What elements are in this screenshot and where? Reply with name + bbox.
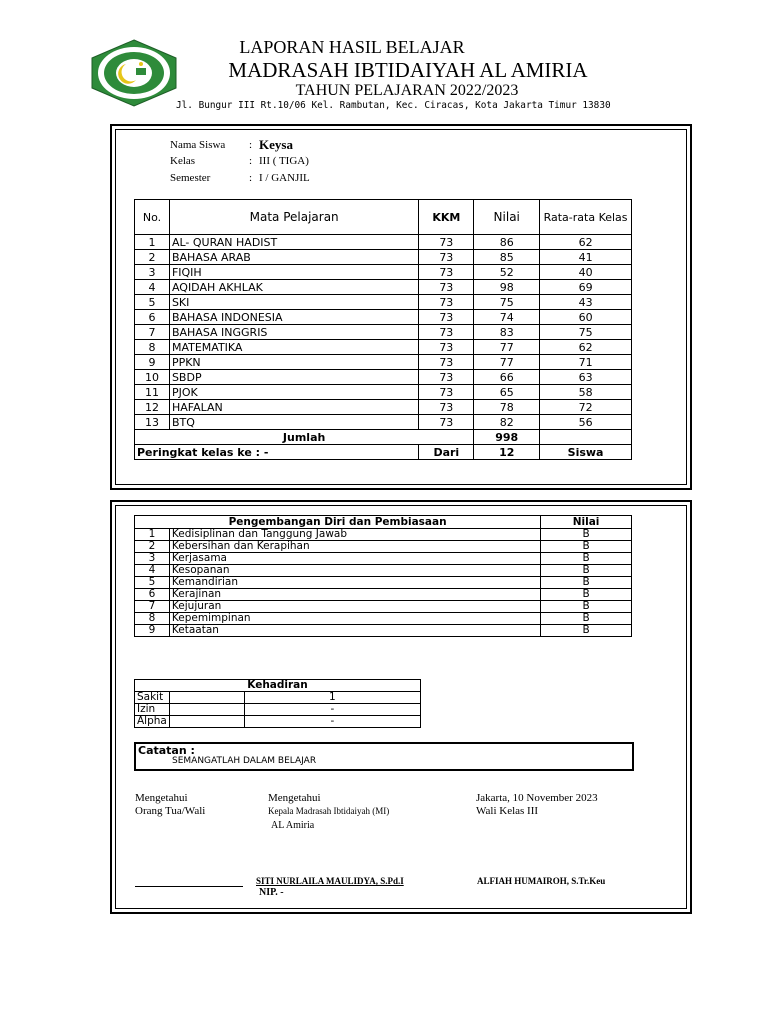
score-value: 85 bbox=[474, 250, 540, 265]
header-class-average: Rata-rata Kelas bbox=[540, 200, 632, 235]
class-average-value: 56 bbox=[540, 415, 632, 430]
subject-name: BAHASA INDONESIA bbox=[169, 310, 418, 325]
row-number: 9 bbox=[135, 625, 170, 637]
subject-name: BTQ bbox=[169, 415, 418, 430]
development-item: Ketaatan bbox=[169, 625, 540, 637]
table-row bbox=[135, 565, 632, 577]
score-value: 74 bbox=[474, 310, 540, 325]
notes-box bbox=[134, 742, 634, 771]
development-value-header: Nilai bbox=[541, 516, 632, 529]
grades-table bbox=[134, 199, 632, 460]
rank-label: Peringkat kelas ke : - bbox=[135, 445, 419, 460]
student-name-label: Nama Siswa bbox=[170, 139, 226, 151]
attendance-value: - bbox=[244, 704, 420, 716]
attendance-label: Izin bbox=[135, 704, 170, 716]
development-value: B bbox=[541, 565, 632, 577]
table-row bbox=[135, 589, 632, 601]
header-no: No. bbox=[135, 200, 170, 235]
class-average-value: 40 bbox=[540, 265, 632, 280]
table-row bbox=[135, 692, 421, 704]
table-row bbox=[135, 250, 632, 265]
kkm-value: 73 bbox=[419, 355, 474, 370]
row-number: 1 bbox=[135, 529, 170, 541]
academic-year: TAHUN PELAJARAN 2022/2023 bbox=[295, 82, 519, 99]
attendance-label: Alpha bbox=[135, 716, 170, 728]
rank-of: Dari bbox=[419, 445, 474, 460]
development-header: Pengembangan Diri dan Pembiasaan bbox=[135, 516, 541, 529]
score-value: 65 bbox=[474, 385, 540, 400]
kkm-value: 73 bbox=[419, 370, 474, 385]
table-row bbox=[135, 310, 632, 325]
head-nip: NIP. - bbox=[259, 887, 284, 898]
kkm-value: 73 bbox=[419, 235, 474, 250]
rank-count: 12 bbox=[474, 445, 540, 460]
development-item: Kerajinan bbox=[169, 589, 540, 601]
notes-label: Catatan : bbox=[138, 744, 195, 757]
attendance-label: Sakit bbox=[135, 692, 170, 704]
school-logo bbox=[88, 38, 180, 108]
attendance-header: Kehadiran bbox=[135, 680, 421, 692]
row-number: 4 bbox=[135, 565, 170, 577]
kkm-value: 73 bbox=[419, 415, 474, 430]
class-average-value: 72 bbox=[540, 400, 632, 415]
attendance-value: 1 bbox=[244, 692, 420, 704]
score-value: 83 bbox=[474, 325, 540, 340]
kkm-value: 73 bbox=[419, 310, 474, 325]
table-row bbox=[135, 577, 632, 589]
table-row bbox=[135, 704, 421, 716]
header-kkm: KKM bbox=[419, 200, 474, 235]
school-name: MADRASAH IBTIDAIYAH AL AMIRIA bbox=[228, 58, 588, 82]
row-number: 2 bbox=[135, 541, 170, 553]
row-number: 7 bbox=[135, 325, 170, 340]
development-item: Kedisiplinan dan Tanggung Jawab bbox=[169, 529, 540, 541]
subject-name: PPKN bbox=[169, 355, 418, 370]
table-row bbox=[135, 385, 632, 400]
colon: : bbox=[249, 172, 253, 184]
score-value: 98 bbox=[474, 280, 540, 295]
table-row bbox=[135, 265, 632, 280]
total-label: Jumlah bbox=[135, 430, 474, 445]
development-value: B bbox=[541, 625, 632, 637]
row-number: 8 bbox=[135, 613, 170, 625]
development-table bbox=[134, 515, 632, 637]
kkm-value: 73 bbox=[419, 400, 474, 415]
class-label: Kelas bbox=[170, 155, 196, 167]
table-row bbox=[135, 553, 632, 565]
attendance-spacer bbox=[169, 716, 244, 728]
development-value: B bbox=[541, 613, 632, 625]
class-average-value: 62 bbox=[540, 340, 632, 355]
class-average-value: 75 bbox=[540, 325, 632, 340]
row-number: 13 bbox=[135, 415, 170, 430]
school-address: Jl. Bungur III Rt.10/06 Kel. Rambutan, Kec. Ciracas, Kota Jakarta Timur 13830 bbox=[176, 100, 611, 111]
row-number: 2 bbox=[135, 250, 170, 265]
class-average-value: 43 bbox=[540, 295, 632, 310]
attendance-spacer bbox=[169, 704, 244, 716]
development-item: Kesopanan bbox=[169, 565, 540, 577]
teacher-label: Wali Kelas III bbox=[476, 805, 539, 817]
kkm-value: 73 bbox=[419, 295, 474, 310]
development-value: B bbox=[541, 577, 632, 589]
head-school: AL Amiria bbox=[271, 820, 315, 831]
parent-label: Orang Tua/Wali bbox=[135, 805, 206, 817]
attendance-value: - bbox=[244, 716, 420, 728]
head-title: Kepala Madrasah Ibtidaiyah (MI) bbox=[268, 806, 390, 816]
table-row bbox=[135, 613, 632, 625]
student-class: III ( TIGA) bbox=[259, 155, 309, 167]
subject-name: SBDP bbox=[169, 370, 418, 385]
row-number: 9 bbox=[135, 355, 170, 370]
row-number: 10 bbox=[135, 370, 170, 385]
kkm-value: 73 bbox=[419, 280, 474, 295]
parent-ack: Mengetahui bbox=[135, 792, 188, 804]
attendance-table bbox=[134, 679, 421, 728]
header-subject: Mata Pelajaran bbox=[169, 200, 418, 235]
subject-name: BAHASA ARAB bbox=[169, 250, 418, 265]
attendance-spacer bbox=[169, 692, 244, 704]
development-value: B bbox=[541, 529, 632, 541]
table-row bbox=[135, 295, 632, 310]
score-value: 77 bbox=[474, 355, 540, 370]
rank-unit: Siswa bbox=[540, 445, 632, 460]
class-average-value: 71 bbox=[540, 355, 632, 370]
semester-label: Semester bbox=[170, 172, 211, 184]
row-number: 6 bbox=[135, 310, 170, 325]
kkm-value: 73 bbox=[419, 250, 474, 265]
student-name: Keysa bbox=[259, 137, 293, 152]
colon: : bbox=[249, 155, 253, 167]
development-value: B bbox=[541, 601, 632, 613]
header-score: Nilai bbox=[474, 200, 540, 235]
subject-name: MATEMATIKA bbox=[169, 340, 418, 355]
kkm-value: 73 bbox=[419, 265, 474, 280]
colon: : bbox=[249, 139, 253, 151]
score-value: 82 bbox=[474, 415, 540, 430]
head-ack: Mengetahui bbox=[268, 792, 321, 804]
row-number: 11 bbox=[135, 385, 170, 400]
development-value: B bbox=[541, 589, 632, 601]
table-row bbox=[135, 400, 632, 415]
score-value: 78 bbox=[474, 400, 540, 415]
development-item: Kepemimpinan bbox=[169, 613, 540, 625]
parent-signature-line bbox=[135, 886, 243, 887]
row-number: 6 bbox=[135, 589, 170, 601]
row-number: 8 bbox=[135, 340, 170, 355]
class-average-value: 58 bbox=[540, 385, 632, 400]
class-average-value: 62 bbox=[540, 235, 632, 250]
row-number: 7 bbox=[135, 601, 170, 613]
score-value: 86 bbox=[474, 235, 540, 250]
table-row bbox=[135, 235, 632, 250]
table-row bbox=[135, 601, 632, 613]
notes-text: SEMANGATLAH DALAM BELAJAR bbox=[172, 756, 317, 766]
table-row bbox=[135, 280, 632, 295]
class-average-value: 60 bbox=[540, 310, 632, 325]
score-value: 66 bbox=[474, 370, 540, 385]
subject-name: AL- QURAN HADIST bbox=[169, 235, 418, 250]
head-name: SITI NURLAILA MAULIDYA, S.Pd.I bbox=[256, 876, 404, 886]
table-row bbox=[135, 370, 632, 385]
report-title: LAPORAN HASIL BELAJAR bbox=[239, 37, 465, 57]
place-date: Jakarta, 10 November 2023 bbox=[476, 792, 598, 804]
subject-name: AQIDAH AKHLAK bbox=[169, 280, 418, 295]
score-value: 52 bbox=[474, 265, 540, 280]
table-row bbox=[135, 541, 632, 553]
row-number: 4 bbox=[135, 280, 170, 295]
class-average-value: 69 bbox=[540, 280, 632, 295]
table-row bbox=[135, 716, 421, 728]
class-average-value: 63 bbox=[540, 370, 632, 385]
subject-name: HAFALAN bbox=[169, 400, 418, 415]
subject-name: SKI bbox=[169, 295, 418, 310]
row-number: 3 bbox=[135, 553, 170, 565]
score-value: 77 bbox=[474, 340, 540, 355]
kkm-value: 73 bbox=[419, 385, 474, 400]
table-row bbox=[135, 355, 632, 370]
row-number: 5 bbox=[135, 577, 170, 589]
subject-name: FIQIH bbox=[169, 265, 418, 280]
teacher-name: ALFIAH HUMAIROH, S.Tr.Keu bbox=[477, 876, 606, 886]
table-row bbox=[135, 529, 632, 541]
table-row bbox=[135, 340, 632, 355]
subject-name: PJOK bbox=[169, 385, 418, 400]
table-row bbox=[135, 625, 632, 637]
row-number: 3 bbox=[135, 265, 170, 280]
student-semester: I / GANJIL bbox=[259, 172, 310, 184]
kkm-value: 73 bbox=[419, 340, 474, 355]
development-item: Kemandirian bbox=[169, 577, 540, 589]
development-item: Kebersihan dan Kerapihan bbox=[169, 541, 540, 553]
total-score: 998 bbox=[474, 430, 540, 445]
score-value: 75 bbox=[474, 295, 540, 310]
table-row bbox=[135, 415, 632, 430]
development-value: B bbox=[541, 541, 632, 553]
table-row bbox=[135, 325, 632, 340]
class-average-value: 41 bbox=[540, 250, 632, 265]
development-item: Kerjasama bbox=[169, 553, 540, 565]
row-number: 12 bbox=[135, 400, 170, 415]
subject-name: BAHASA INGGRIS bbox=[169, 325, 418, 340]
kkm-value: 73 bbox=[419, 325, 474, 340]
row-number: 1 bbox=[135, 235, 170, 250]
development-value: B bbox=[541, 553, 632, 565]
row-number: 5 bbox=[135, 295, 170, 310]
development-item: Kejujuran bbox=[169, 601, 540, 613]
